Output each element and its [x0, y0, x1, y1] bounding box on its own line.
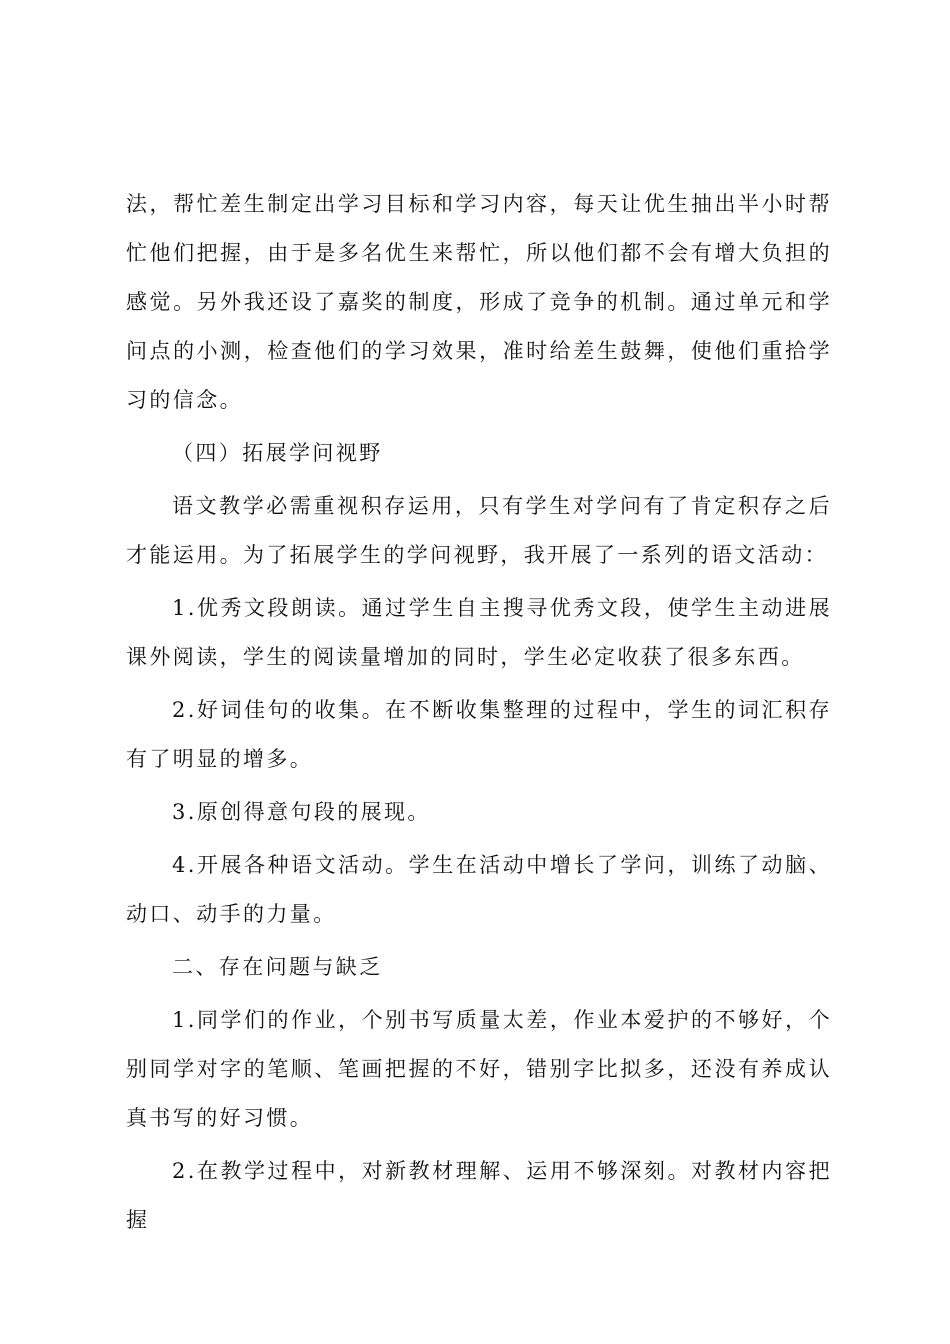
list-item-2: 2.好词佳句的收集。在不断收集整理的过程中，学生的词汇积存有了明显的增多。 — [126, 698, 832, 771]
section-heading-problems: 二、存在问题与缺乏 — [172, 955, 383, 979]
list-item-3: 3.原创得意句段的展现。 — [172, 800, 431, 824]
section-heading-expand-knowledge: （四）拓展学问视野 — [172, 441, 383, 465]
problem-item-1: 1.同学们的作业，个别书写质量太差，作业本爱护的不够好，个别同学对字的笔顺、笔画把握的不好，错别字比拟多，还没有养成认真书写的好习惯。 — [126, 1008, 832, 1130]
paragraph-continuation: 法，帮忙差生制定出学习目标和学习内容，每天让优生抽出半小时帮忙他们把握，由于是多名优生来帮忙，所以他们都不会有增大负担的感觉。另外我还设了嘉奖的制度，形成了竞争的机制。通过单元和学问点的小测，检查他们的学习效果，准时给差生鼓舞，使他们重拾学习的信念。 — [126, 192, 832, 412]
problem-item-2: 2.在教学过程中，对新教材理解、运用不够深刻。对教材内容把握 — [126, 1159, 832, 1232]
list-item-1: 1.优秀文段朗读。通过学生自主搜寻优秀文段，使学生主动进展课外阅读，学生的阅读量增加的同时，学生必定收获了很多东西。 — [126, 596, 832, 669]
document-body — [126, 180, 832, 1245]
paragraph-intro: 语文教学必需重视积存运用，只有学生对学问有了肯定积存之后才能运用。为了拓展学生的学问视野，我开展了一系列的语文活动： — [126, 494, 832, 567]
list-item-4: 4.开展各种语文活动。学生在活动中增长了学问，训练了动脑、动口、动手的力量。 — [126, 853, 832, 926]
